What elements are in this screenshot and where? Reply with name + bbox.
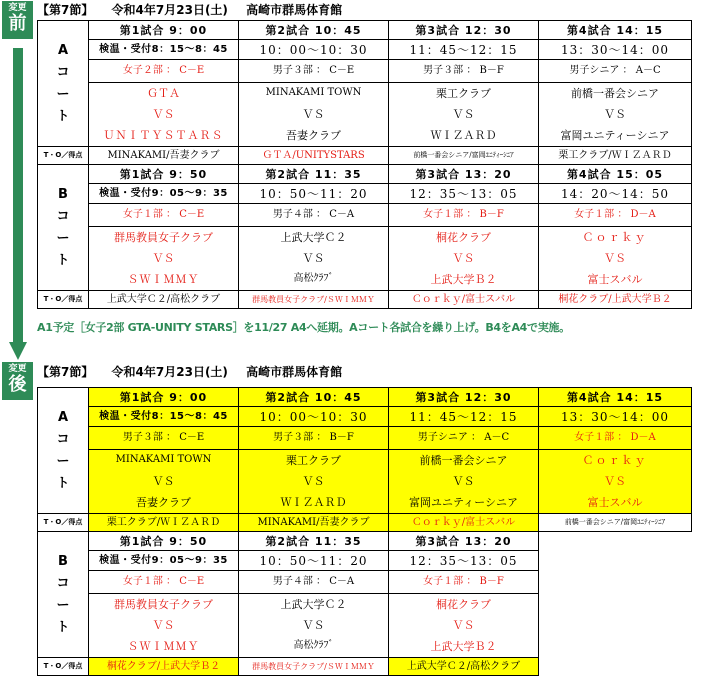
match-time: 10：50～11：20 (239, 184, 389, 204)
officials: Ｃｏｒｋｙ/富士スバル (389, 291, 539, 309)
officials: 群馬教員女子クラブ/ＳＷＩＭＭＹ (239, 291, 389, 309)
vs-label: ＶＳ (89, 248, 239, 269)
officials: MINAKAMI/吾妻クラブ (239, 514, 389, 532)
team-away: 高松ｸﾗﾌﾞ (239, 269, 389, 291)
match-division: 女子１部 ： D－A (539, 427, 692, 450)
vs-label: ＶＳ (89, 615, 239, 636)
team-away: 富岡ユニティーシニア (389, 492, 539, 514)
match-division: 女子１部 ： B－F (389, 571, 539, 594)
officials: MINAKAMI/吾妻クラブ (89, 147, 239, 165)
match-title: 第2試合 10：45 (239, 388, 389, 407)
match-time: 検温・受付8：15～8：45 (89, 40, 239, 60)
vs-label: ＶＳ (389, 471, 539, 492)
team-home: MINAKAMI TOWN (89, 450, 239, 471)
vs-label: ＶＳ (539, 248, 692, 269)
team-home: MINAKAMI TOWN (239, 83, 389, 104)
match-time: 12：35～13：05 (389, 184, 539, 204)
after-header (37, 364, 356, 380)
team-home: 群馬教員女子クラブ (89, 227, 239, 248)
officials: 桐花クラブ/上武大学Ｂ２ (539, 291, 692, 309)
vs-label: ＶＳ (239, 615, 389, 636)
down-arrow-icon (9, 48, 27, 360)
match-time: 10：50～11：20 (239, 551, 389, 571)
to-label: T・O／得点 (38, 658, 89, 676)
match-title: 第4試合 14：15 (539, 388, 692, 407)
match-time: 検温・受付8：15～8：45 (89, 407, 239, 427)
match-title: 第2試合 10：45 (239, 21, 389, 40)
to-label: T・O／得点 (38, 514, 89, 532)
team-away: 富士スバル (539, 492, 692, 514)
vs-label: ＶＳ (239, 104, 389, 125)
event-date: 令和4年7月23日(土) (111, 3, 228, 17)
match-division: 男子３部 ： B－F (239, 427, 389, 450)
match-time: 14：20～14：50 (539, 184, 692, 204)
match-time: 13：30～14：00 (539, 40, 692, 60)
officials: 前橋一番会シニア/富岡ﾕﾆﾃｨｰｼﾆｱ (389, 147, 539, 165)
match-title: 第3試合 13：20 (389, 532, 539, 551)
match-division: 男子４部 ： C－A (239, 571, 389, 594)
vs-label: ＶＳ (389, 615, 539, 636)
venue-name: 高崎市群馬体育館 (246, 365, 343, 379)
match-title: 第1試合 9：50 (89, 165, 239, 184)
empty-slot (539, 532, 692, 676)
officials: 前橋一番会シニア/富岡ﾕﾆﾃｨｰｼﾆｱ (539, 514, 692, 532)
after-schedule-table (37, 387, 692, 676)
court-a-label: Aコート (38, 388, 89, 514)
team-home: 桐花クラブ (389, 227, 539, 248)
match-title: 第1試合 9：00 (89, 21, 239, 40)
match-division: 男子３部 ： C－E (89, 427, 239, 450)
after-badge (2, 362, 33, 400)
match-time: 12：35～13：05 (389, 551, 539, 571)
match-division: 女子１部 ： C－E (89, 204, 239, 227)
team-away: 上武大学Ｂ２ (389, 269, 539, 291)
section-label: 【第7節】 (37, 3, 94, 17)
to-label: T・O／得点 (38, 147, 89, 165)
team-away: 高松ｸﾗﾌﾞ (239, 636, 389, 658)
team-away: 上武大学Ｂ２ (389, 636, 539, 658)
court-b-label: Bコート (38, 532, 89, 658)
match-division: 女子２部 ： C－E (89, 60, 239, 83)
court-b-label: Bコート (38, 165, 89, 291)
team-home: 上武大学Ｃ２ (239, 227, 389, 248)
vs-label: ＶＳ (239, 471, 389, 492)
team-home: 前橋一番会シニア (389, 450, 539, 471)
vs-label: ＶＳ (239, 248, 389, 269)
event-date: 令和4年7月23日(土) (111, 365, 228, 379)
match-division: 女子１部 ： B－F (389, 204, 539, 227)
to-label: T・O／得点 (38, 291, 89, 309)
before-schedule-table (37, 20, 692, 309)
match-division: 男子シニア ： A－C (539, 60, 692, 83)
match-division: 男子３部 ： C－E (239, 60, 389, 83)
match-title: 第3試合 13：20 (389, 165, 539, 184)
match-title: 第3試合 12：30 (389, 388, 539, 407)
team-home: 栗工クラブ (389, 83, 539, 104)
team-away: 吾妻クラブ (89, 492, 239, 514)
officials: 上武大学Ｃ２/高松クラブ (89, 291, 239, 309)
vs-label: ＶＳ (89, 471, 239, 492)
team-home: ＧＴＡ (89, 83, 239, 104)
match-title: 第3試合 12：30 (389, 21, 539, 40)
after-badge-main: 後 (8, 374, 27, 395)
team-away: ＷＩＺＡＲＤ (389, 125, 539, 147)
team-away: 吾妻クラブ (239, 125, 389, 147)
match-time: 10：00～10：30 (239, 40, 389, 60)
officials: 群馬教員女子クラブ/ＳＷＩＭＭＹ (239, 658, 389, 676)
team-home: 上武大学Ｃ２ (239, 594, 389, 615)
officials: 栗工クラブ/ＷＩＺＡＲＤ (539, 147, 692, 165)
team-home: 群馬教員女子クラブ (89, 594, 239, 615)
team-home: 桐花クラブ (389, 594, 539, 615)
vs-label: ＶＳ (389, 104, 539, 125)
team-away: ＳＷＩＭＭＹ (89, 636, 239, 658)
team-home: Ｃｏｒｋｙ (539, 450, 692, 471)
match-title: 第4試合 14：15 (539, 21, 692, 40)
match-title: 第2試合 11：35 (239, 165, 389, 184)
match-division: 男子シニア ： A－C (389, 427, 539, 450)
team-away: ＷＩＺＡＲＤ (239, 492, 389, 514)
team-home: 前橋一番会シニア (539, 83, 692, 104)
venue-name: 高崎市群馬体育館 (246, 3, 343, 17)
vs-label: ＶＳ (539, 104, 692, 125)
match-time: 10：00～10：30 (239, 407, 389, 427)
vs-label: ＶＳ (389, 248, 539, 269)
match-title: 第4試合 15：05 (539, 165, 692, 184)
match-title: 第1試合 9：00 (89, 388, 239, 407)
team-away: 富岡ユニティーシニア (539, 125, 692, 147)
after-badge-label: 変更 (8, 364, 27, 374)
match-division: 女子１部 ： C－E (89, 571, 239, 594)
team-home: Ｃｏｒｋｙ (539, 227, 692, 248)
match-title: 第2試合 11：35 (239, 532, 389, 551)
change-note: A1予定［女子2部 GTA-UNITY STARS］を11/27 A4へ延期。Aコート各試合を繰り上げ。B4をA4で実施。 (37, 321, 570, 334)
match-time: 11：45～12：15 (389, 407, 539, 427)
officials: Ｃｏｒｋｙ/富士スバル (389, 514, 539, 532)
team-away: 富士スバル (539, 269, 692, 291)
officials: 上武大学Ｃ２/高松クラブ (389, 658, 539, 676)
match-time: 13：30～14：00 (539, 407, 692, 427)
match-division: 男子３部 ： B－F (389, 60, 539, 83)
officials: ＧＴＡ/UNITYSTARS (239, 147, 389, 165)
officials: 桐花クラブ/上武大学Ｂ２ (89, 658, 239, 676)
match-division: 男子４部 ： C－A (239, 204, 389, 227)
team-home: 栗工クラブ (239, 450, 389, 471)
match-title: 第1試合 9：50 (89, 532, 239, 551)
team-away: ＵＮＩＴＹＳＴＡＲＳ (89, 125, 239, 147)
before-badge (2, 1, 33, 39)
court-a-label: Aコート (38, 21, 89, 147)
vs-label: ＶＳ (539, 471, 692, 492)
team-away: ＳＷＩＭＭＹ (89, 269, 239, 291)
before-badge-main: 前 (8, 13, 27, 34)
match-division: 女子１部 ： D－A (539, 204, 692, 227)
match-time: 11：45～12：15 (389, 40, 539, 60)
section-label: 【第7節】 (37, 365, 94, 379)
match-time: 検温・受付9：05～9：35 (89, 184, 239, 204)
match-time: 検温・受付9：05～9：35 (89, 551, 239, 571)
before-badge-label: 変更 (8, 3, 27, 13)
vs-label: ＶＳ (89, 104, 239, 125)
officials: 栗工クラブ/ＷＩＺＡＲＤ (89, 514, 239, 532)
before-header (37, 2, 356, 18)
